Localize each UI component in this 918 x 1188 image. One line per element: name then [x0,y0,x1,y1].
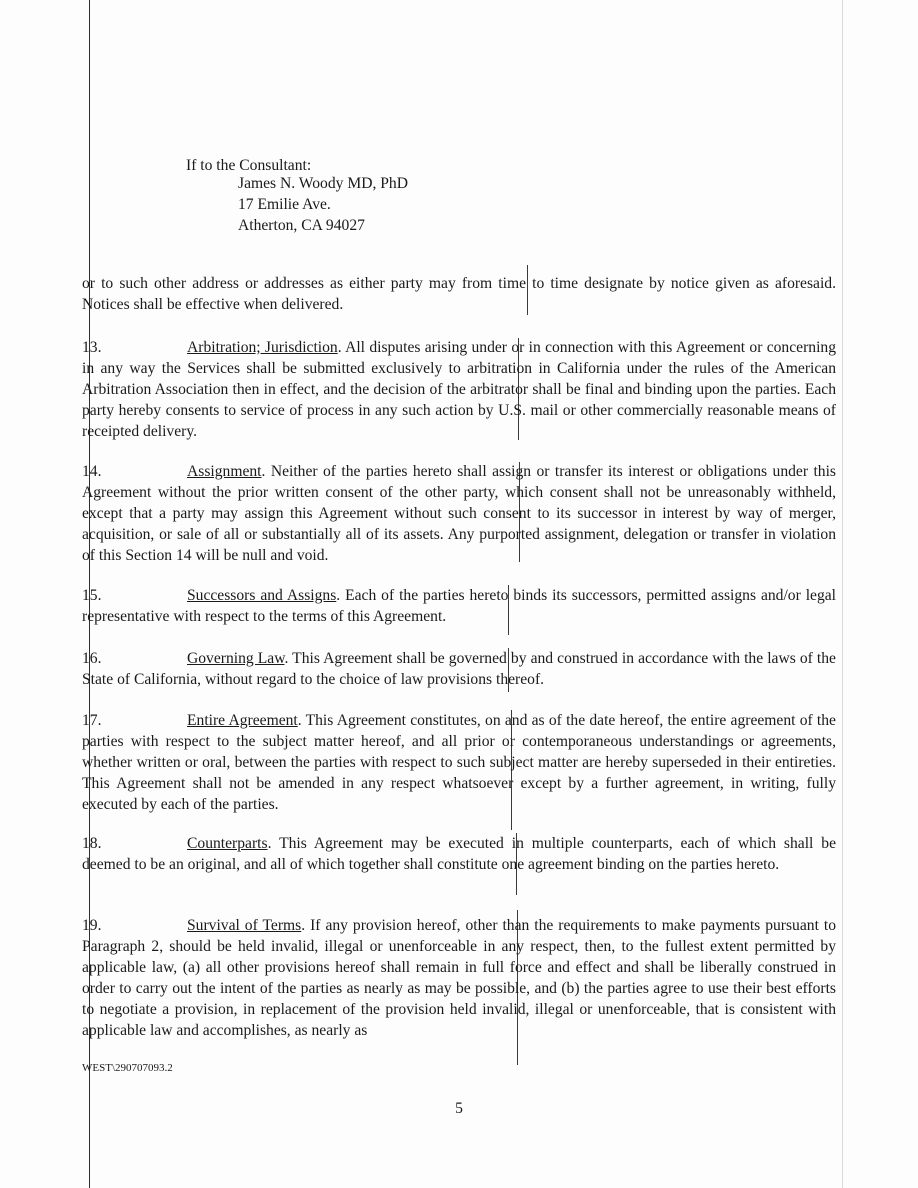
section-number: 18. [82,835,102,852]
section-number: 14. [82,463,102,480]
recipient-label: If to the Consultant: [186,157,312,174]
section-body: . Each of the parties hereto binds its successors, permitted assigns and/or legal representative with respect to the terms of this Agreement. [82,587,836,625]
address-city: Atherton, CA 94027 [238,217,365,234]
section-number: 17. [82,712,102,729]
section-title: Successors and Assigns [187,587,337,604]
right-margin-line [842,0,843,1188]
section-body: . Neither of the parties hereto shall assign or transfer its interest or obligations under this Agreement without the prior written consent of the other party, which consent shall not be unreasonably withheld, except that a party may assign this Agreement without such consent to its successor in interest by way of merger, acquisition, or sale of all or substantially all of its assets. Any purported assignment, delegation or transfer in violation of this Section 14 will be null and void. [82,463,836,564]
notice-continuation: or to such other address or addresses as either party may from time to time designate by notice given as aforesaid. Notices shall be effective when delivered. [82,275,836,313]
section-number: 15. [82,587,102,604]
address-street: 17 Emilie Ave. [238,196,331,213]
section-17 [82,710,836,815]
section-title: Entire Agreement [187,712,298,729]
section-title: Counterparts [187,835,268,852]
section-number: 16. [82,650,102,667]
section-body: . This Agreement shall be governed by and construed in accordance with the laws of the State of California, without regard to the choice of law provisions thereof. [82,650,836,688]
section-14 [82,461,836,566]
section-title: Governing Law [187,650,285,667]
section-body: . If any provision hereof, other than the requirements to make payments pursuant to Paragraph 2, should be held invalid, illegal or unenforceable in any respect, then, to the fullest extent permitted by applicable law, (a) all other provisions hereof shall remain in full force and effect and shall be liberally construed in order to carry out the intent of the parties as nearly as may be possible, and (b) the parties agree to use their best efforts to negotiate a provision, in replacement of the provision held invalid, illegal or unenforceable, that is consistent with applicable law and accomplishes, as nearly as [82,917,836,1039]
section-title: Survival of Terms [187,917,302,934]
address-name: James N. Woody MD, PhD [238,175,408,192]
section-number: 13. [82,339,102,356]
page-number: 5 [455,1100,463,1117]
section-body: . This Agreement may be executed in multiple counterparts, each of which shall be deemed to be an original, and all of which together shall constitute one agreement binding on the parties hereto. [82,835,836,873]
document-id: WEST\290707093.2 [82,1062,173,1074]
section-18 [82,833,836,875]
section-19 [82,915,836,1041]
address-block [238,173,408,236]
section-title: Arbitration; Jurisdiction [187,339,338,356]
section-16 [82,648,836,690]
section-13 [82,337,836,442]
section-number: 19. [82,917,102,934]
section-15 [82,585,836,627]
section-title: Assignment [187,463,262,480]
section-body: . This Agreement constitutes, on and as of the date hereof, the entire agreement of the parties with respect to the subject matter hereof, and all prior or contemporaneous understandings or agreements, whether written or oral, between the parties with respect to such subject matter are hereby superseded in their entireties. This Agreement shall not be amended in any respect whatsoever except by a further agreement, in writing, fully executed by each of the parties. [82,712,836,813]
section-body: . All disputes arising under or in connection with this Agreement or concerning in any way the Services shall be submitted exclusively to arbitration in California under the rules of the American Arbitration Association then in effect, and the decision of the arbitrator shall be final and binding upon the parties. Each party hereby consents to service of process in any such action by U.S. mail or other commercially reasonable means of receipted delivery. [82,339,836,440]
